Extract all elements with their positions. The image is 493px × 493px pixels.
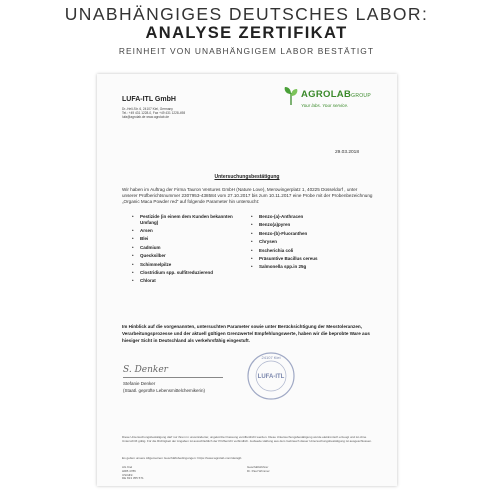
headline-line2: ANALYSE ZERTIFIKAT [145,24,348,42]
stamp-ring-text: 24107 Kiel [261,355,281,360]
agrolab-wordmark [301,89,371,100]
lab-stamp [245,350,297,402]
parameter-item: • Pestizide (in einem dem Kunden bekannten Umfang) [132,214,245,225]
signer-name: Stefanie Denker [123,381,156,386]
footer-line: HRB 4786 [122,468,136,473]
signer-role: (Staatl. geprüfte Lebensmittelchemikerin) [123,388,206,393]
lab-address-line: Tel.: +49 431 1228-0, Fax +49 431 1228-498 [122,111,186,116]
footer-line: UStIdNr. [122,472,134,477]
headline-line1: UNABHÄNGIGES DEUTSCHES LABOR: [64,4,429,24]
parameter-item: • Arsen [132,228,245,234]
lab-address [122,107,185,120]
agrolab-logo [283,86,393,120]
lab-name: LUFA-ITL GmbH [122,96,176,103]
footer-registry [122,466,144,481]
footer-line: Dr. Paul Wimmer [247,468,270,473]
footer-management [247,466,270,474]
parameter-list-left [132,214,245,287]
document-subject: Untersuchungsbestätigung [214,174,280,180]
parameter-item: • Schimmelpilze [132,262,245,268]
parameter-item: • Quecksilber [132,253,245,259]
handwritten-signature: S. Denker [123,365,168,375]
parameter-item: • Benzo-(a)-Anthracen [251,214,364,220]
lab-address-line: lufa@agrolab.de www.agrolab.de [122,115,170,120]
parameter-item: • Escherichia coli [251,248,364,254]
document-intro: Wir haben im Auftrag der Firma Tauron Ventures GmbH (Nature Love), Merowingerplatz 1, 40225 Düsseldorf , unter unserer Prüfberichtsnummer 2307953-438584 vom 27.10.2017 bis zum 10.11.2017 eine Probe mit der Probenbezeichnung „Organic Maca Powder red“ auf folgende Parameter hin untersucht: [122,187,373,205]
parameter-item: • Chlorat [132,278,245,284]
agrolab-slogan: Your labs. Your service. [301,103,349,108]
parameter-item: • Blei [132,236,245,242]
footer-line: AG Kiel [122,465,133,469]
stamp-center-text: LUFA-ITL [257,374,285,380]
document-summary: Im Hinblick auf die vorgenannten, untersuchten Parameter sowie unter Berücksichtigung der Messtoleranzen, Verarbeitungsprozesse und der aktuell gültigen Grenzwerte/ Empfehlungswerte, haben wir die beprobte Ware aus hiesiger Sicht in Deutschland als verkehrsfähig eingestuft. [122,324,370,343]
parameter-item: • Benzo-(b)-Fluoranthen [251,231,364,237]
footer-terms: Es gelten unsere Allgemeinen Geschäftsbedingungen: https://www.agrolab.com/de/agb [122,456,242,460]
signature-line [123,377,223,378]
parameter-item: • Chrysen [251,239,364,245]
parameter-item: • Benzo(a)pyren [251,222,364,228]
parameter-item: • Salmonella spp.in 25g [251,264,364,270]
footer-line: DE 813 355 571 [122,476,144,481]
agrolab-leaf-icon [283,86,299,106]
agrolab-group: GROUP [351,93,371,99]
parameter-item: • Präsumtive Bacillus cereus [251,256,364,262]
parameter-item: • Cadmium [132,245,245,251]
parameter-list-right [251,214,364,273]
headline-subtitle: REINHEIT VON UNABHÄNGIGEM LABOR BESTÄTIGT [118,46,375,56]
lab-address-line: Dr.-Hell-Str. 6, 24107 Kiel, Germany [122,107,173,111]
footer-disclaimer: Diese Untersuchungsbestätigung darf nur ihrem in unveränderter, ungekürzter Fassung veröffentlicht werden. Diese Untersuchungsbestätigung wurde elektronisch erzeugt und ist ohne Unterschrift gültig. Für die Richtigkeit der Angaben ist ausschließlich der Prüfbericht verbindlich. Jedwede Haftung aus dem Gebrauch dieser Untersuchungsbestätigung ist ausgeschlossen. [122,435,372,443]
agrolab-name: AGROLAB [301,89,352,100]
document-date: 29.03.2018 [335,150,360,155]
certificate-document [97,74,397,486]
parameter-item: • Clostridium spp. sulfitreduzierend [132,270,245,276]
footer-line: Geschäftsführer [247,465,269,469]
